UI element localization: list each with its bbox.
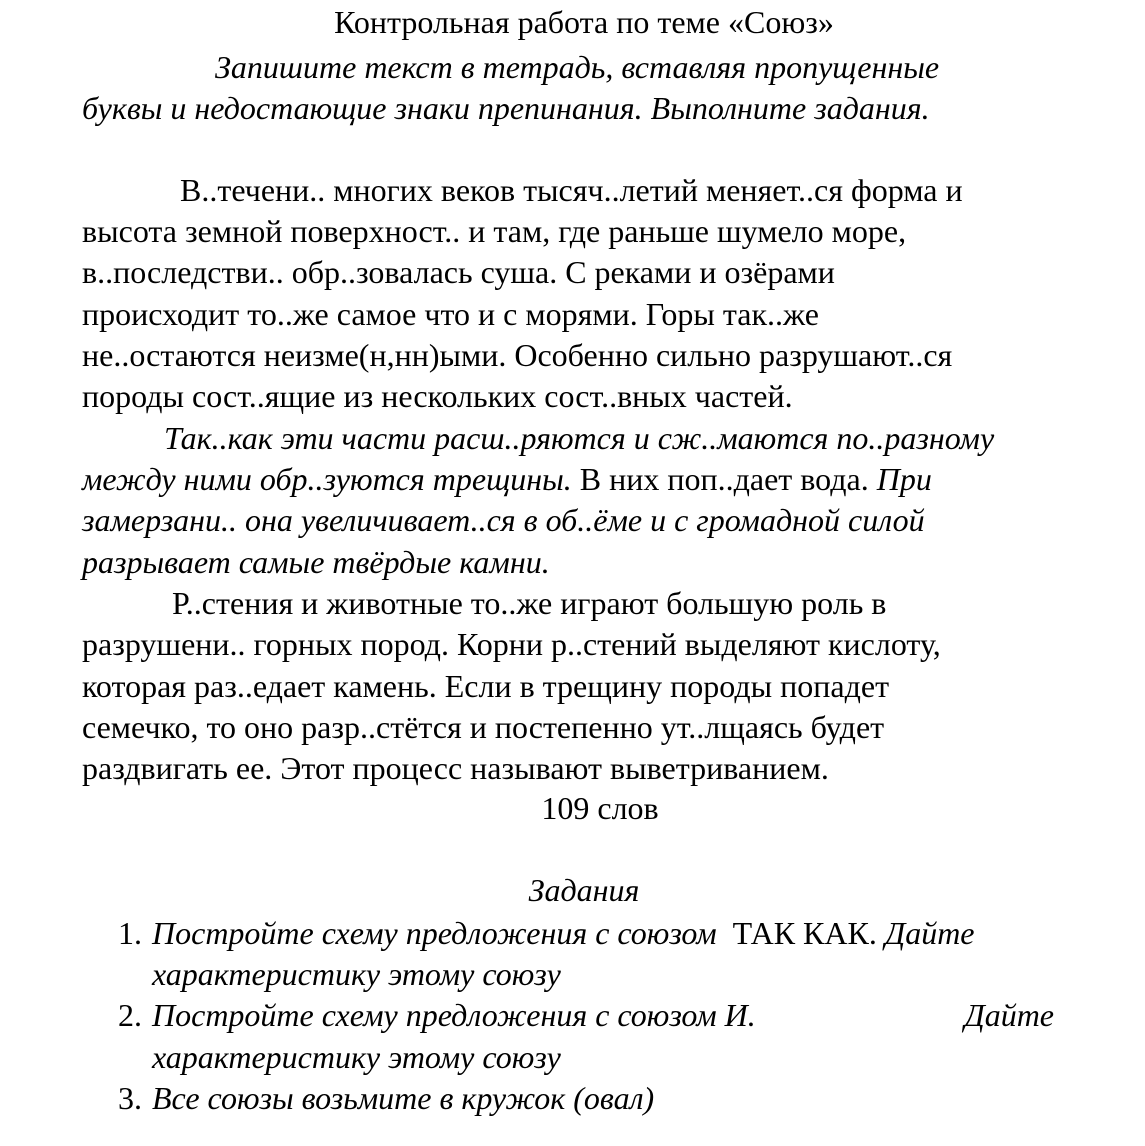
paragraph-2-line-4: разрывает самые твёрдые камни. (82, 544, 550, 580)
paragraph-1-line-4: происходит то..же самое что и с морями. Горы так..же (82, 296, 819, 332)
paragraph-2-line-2 (82, 463, 932, 495)
task-1-line-1 (152, 917, 975, 949)
task-1-number: 1. (118, 915, 142, 951)
task-1-line-1-italic-end: Дайте (876, 915, 975, 951)
paragraph-3-line-2: разрушени.. горных пород. Корни р..стений выделяют кислоту, (82, 626, 941, 662)
instruction-line-2: буквы и недостающие знаки препинания. Выполните задания. (82, 90, 930, 126)
tasks-heading: Задания (528, 872, 640, 908)
paragraph-1-line-2: высота земной поверхност.. и там, где раньше шумело море, (82, 213, 907, 249)
paragraph-2-line-2-plain: В них поп..дает вода. (571, 461, 877, 497)
task-2-line-1-right: Дайте (964, 997, 1054, 1033)
task-1-line-1-plain: ТАК КАК. (724, 915, 877, 951)
task-3-line-1: Все союзы возьмите в кружок (овал) (152, 1080, 655, 1116)
paragraph-3-line-1: Р..стения и животные то..же играют большую роль в (172, 585, 887, 621)
word-count: 109 слов (541, 790, 659, 826)
instruction-line-1: Запишите текст в тетрадь, вставляя пропущенные (215, 49, 940, 85)
document-title: Контрольная работа по теме «Союз» (334, 4, 834, 40)
paragraph-1-line-5: не..остаются неизме(н,нн)ыми. Особенно сильно разрушают..ся (82, 337, 953, 373)
paragraph-1-line-3: в..последстви.. обр..зовалась суша. С реками и озёрами (82, 254, 835, 290)
task-2-line-2: характеристику этому союзу (152, 1039, 561, 1075)
task-3-number: 3. (118, 1080, 142, 1116)
task-2-line-1 (152, 999, 1054, 1031)
task-1-line-2: характеристику этому союзу (152, 956, 561, 992)
paragraph-3-line-5: раздвигать ее. Этот процесс называют выветриванием. (82, 750, 829, 786)
paragraph-3-line-3: которая раз..едает камень. Если в трещину породы попадет (82, 668, 890, 704)
paragraph-2-line-3: замерзани.. она увеличивает..ся в об..ёме и с громадной силой (82, 502, 925, 538)
paragraph-2-line-1: Так..как эти части расш..ряются и сж..маются по..разному (164, 420, 995, 456)
task-2-number: 2. (118, 997, 142, 1033)
paragraph-3-line-4: семечко, то оно разр..стётся и постепенно ут..лщаясь будет (82, 709, 885, 745)
task-2-line-1-left: Постройте схему предложения с союзом И. (152, 997, 756, 1033)
paragraph-2-line-2-italic-end: При (876, 461, 932, 497)
paragraph-2-line-2-italic: между ними обр..зуются трещины. (82, 461, 572, 497)
paragraph-1-line-1: В..течени.. многих веков тысяч..летий меняет..ся форма и (180, 172, 963, 208)
paragraph-1-line-6: породы сост..ящие из нескольких сост..вных частей. (82, 378, 793, 414)
task-1-line-1-italic: Постройте схему предложения с союзом (152, 915, 725, 951)
